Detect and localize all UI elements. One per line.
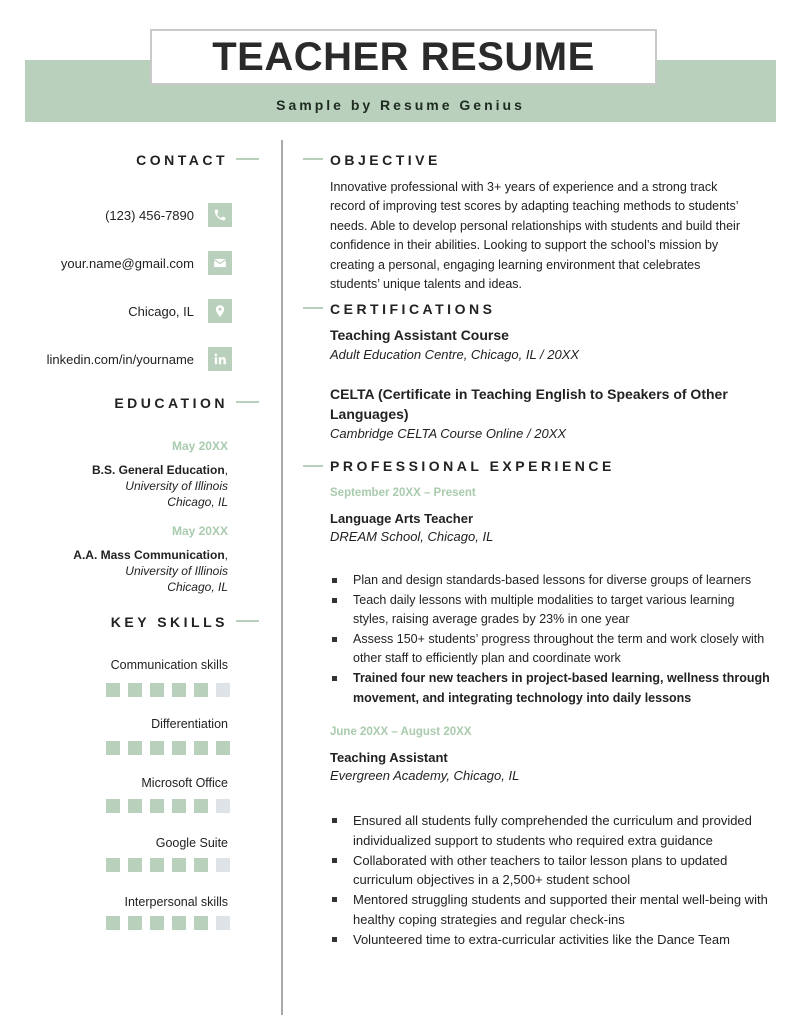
certifications-heading-rule [303, 307, 323, 309]
experience-heading-rule [303, 465, 323, 467]
experience-heading: PROFESSIONAL EXPERIENCE [330, 458, 615, 474]
skill-level-square [172, 683, 186, 697]
skill-level-square [172, 799, 186, 813]
job-dates: September 20XX – Present [330, 487, 476, 499]
contact-linkedin: linkedin.com/in/yourname [46, 352, 194, 367]
job-bullets [330, 571, 770, 708]
skill-name: Microsoft Office [141, 776, 228, 790]
certification-title: Teaching Assistant Course [330, 327, 509, 343]
certification-title: CELTA (Certificate in Teaching English to Speakers of Other Languages) [330, 386, 728, 422]
skill-level-square [150, 741, 164, 755]
skill-level-bar [106, 799, 230, 813]
title-box [150, 29, 657, 85]
skill-level-square [216, 741, 230, 755]
skill-level-square [106, 858, 120, 872]
map-pin-icon [208, 299, 232, 323]
skill-level-bar [106, 683, 230, 697]
skill-level-square [150, 858, 164, 872]
education-school: University of Illinois [125, 479, 228, 493]
skill-level-square [194, 916, 208, 930]
skill-level-square [194, 858, 208, 872]
job-title: Language Arts Teacher [330, 511, 474, 526]
skill-level-square [106, 916, 120, 930]
list-item: Trained four new teachers in project-based learning, wellness through movement, and integrating technology into daily lessons [330, 669, 770, 708]
skill-name: Communication skills [110, 658, 228, 672]
skill-level-square [172, 916, 186, 930]
page-title: TEACHER RESUME [212, 35, 595, 79]
education-degree: A.A. Mass Communication [73, 548, 225, 562]
list-item: Assess 150+ students’ progress throughout the term and work closely with other staff to efficiently plan and coordinate work [330, 630, 770, 669]
skill-level-bar [106, 741, 230, 755]
contact-email: your.name@gmail.com [60, 256, 194, 271]
skill-level-square [172, 858, 186, 872]
education-date: May 20XX [171, 439, 228, 453]
list-item: Plan and design standards-based lessons for diverse groups of learners [330, 571, 770, 591]
skill-level-square [216, 683, 230, 697]
skill-level-square [194, 799, 208, 813]
list-item: Ensured all students fully comprehended the curriculum and provided individualized support to students who required extra guidance [330, 811, 775, 851]
list-item: Mentored struggling students and supported their mental well-being with healthy coping strategies and regular check-ins [330, 890, 775, 930]
skill-level-square [128, 683, 142, 697]
skill-name: Google Suite [155, 836, 228, 850]
education-degree: B.S. General Education [91, 463, 225, 477]
skill-level-square [216, 799, 230, 813]
contact-heading: CONTACT [136, 152, 228, 168]
skill-level-square [128, 741, 142, 755]
list-item: Collaborated with other teachers to tailor lesson plans to updated curriculum objectives in a 2,500+ student school [330, 851, 775, 891]
skill-level-square [172, 741, 186, 755]
contact-location: Chicago, IL [128, 304, 194, 319]
skill-name: Interpersonal skills [124, 895, 228, 909]
skill-level-bar [106, 916, 230, 930]
skill-level-square [128, 799, 142, 813]
job-place: Evergreen Academy, Chicago, IL [330, 768, 520, 783]
linkedin-icon [208, 347, 232, 371]
job-bullets [330, 811, 775, 950]
skill-level-square [128, 858, 142, 872]
objective-text: Innovative professional with 3+ years of experience and a strong track record of improving test scores by adapting teaching methods to students’ needs. Able to develop personal relationships with students and build their confidence in their abilities. Looking to support the school’s mission by creating a personal, engaging learning environment that celebrates students’ unique talents and ideas. [330, 180, 740, 292]
education-location: Chicago, IL [167, 495, 228, 509]
skill-level-square [128, 916, 142, 930]
skill-level-square [150, 916, 164, 930]
certifications-heading: CERTIFICATIONS [330, 301, 496, 317]
job-title: Teaching Assistant [330, 750, 448, 765]
page-subtitle: Sample by Resume Genius [276, 97, 525, 113]
skill-level-square [216, 916, 230, 930]
list-item: Teach daily lessons with multiple modalities to target various learning styles, raising average grades by 23% in one year [330, 591, 770, 630]
contact-phone: (123) 456-7890 [105, 208, 194, 223]
skill-level-square [106, 799, 120, 813]
column-divider [281, 140, 283, 1015]
skill-level-square [150, 683, 164, 697]
education-location: Chicago, IL [167, 580, 228, 594]
education-entry: A.A. Mass Communication, University of Illinois Chicago, IL [73, 548, 228, 594]
objective-heading: OBJECTIVE [330, 152, 441, 168]
certification-subtitle: Cambridge CELTA Course Online / 20XX [330, 426, 567, 441]
education-school: University of Illinois [125, 564, 228, 578]
skill-level-bar [106, 858, 230, 872]
objective-heading-rule [303, 158, 323, 160]
skill-level-square [106, 683, 120, 697]
job-dates: June 20XX – August 20XX [330, 726, 472, 738]
skill-name: Differentiation [151, 717, 228, 731]
education-date: May 20XX [171, 524, 228, 538]
education-entry: B.S. General Education, University of Illinois Chicago, IL [91, 463, 228, 509]
skill-level-square [194, 741, 208, 755]
skills-heading: KEY SKILLS [110, 614, 228, 630]
envelope-icon [208, 251, 232, 275]
skill-level-square [150, 799, 164, 813]
contact-heading-rule [236, 158, 259, 160]
skills-heading-rule [236, 620, 259, 622]
skill-level-square [194, 683, 208, 697]
job-place: DREAM School, Chicago, IL [330, 529, 494, 544]
certification-subtitle: Adult Education Centre, Chicago, IL / 20XX [330, 347, 580, 362]
skill-level-square [216, 858, 230, 872]
education-heading-rule [236, 401, 259, 403]
skill-level-square [106, 741, 120, 755]
phone-icon [208, 203, 232, 227]
list-item: Volunteered time to extra-curricular activities like the Dance Team [330, 930, 775, 950]
education-heading: EDUCATION [114, 395, 228, 411]
